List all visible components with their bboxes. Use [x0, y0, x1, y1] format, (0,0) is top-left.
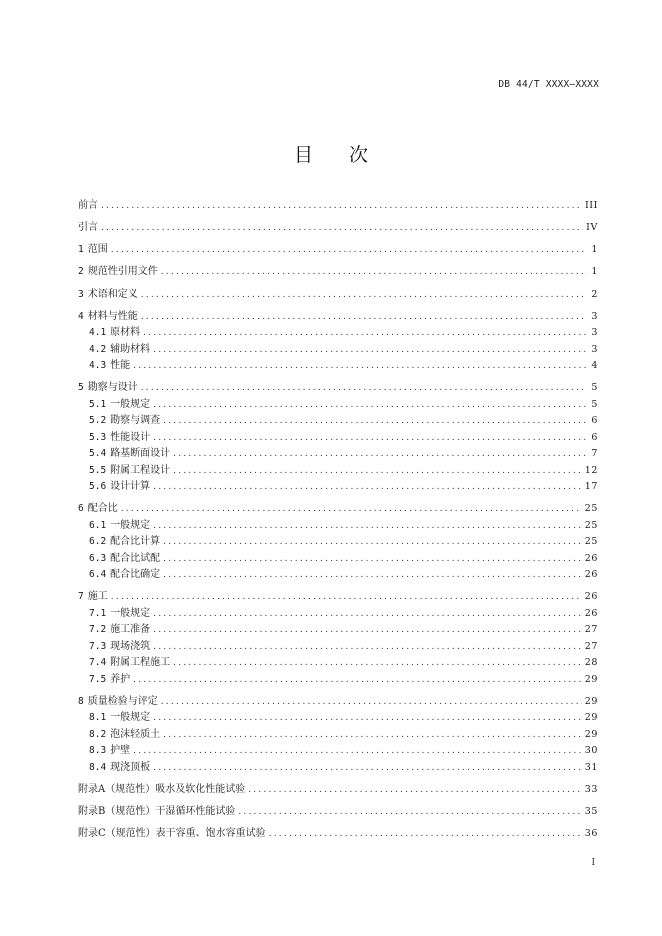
toc-dot-leader — [163, 414, 587, 428]
toc-entry-label: 附录B（规范性）干湿循环性能试验 — [78, 806, 236, 817]
toc-entry-label: 施工 — [87, 591, 108, 602]
toc-entry-number: 7.3 — [89, 641, 107, 652]
page-number: I — [591, 858, 595, 868]
toc-dot-leader — [143, 326, 587, 340]
toc-entry-label: 泡沫轻质土 — [110, 729, 161, 740]
toc-entry-page: 29 — [584, 674, 598, 685]
toc-entry[interactable] — [78, 310, 598, 324]
toc-entry-page: 26 — [584, 569, 598, 580]
toc-entry-label: 附录A（规范性）吸水及软化性能试验 — [78, 784, 246, 795]
toc-entry-number: 6 — [78, 503, 84, 514]
toc-dot-leader — [153, 480, 582, 494]
toc-dot-leader — [101, 221, 583, 235]
toc-entry[interactable] — [89, 640, 598, 654]
toc-entry-label: 材料与性能 — [87, 311, 138, 322]
toc-dot-leader — [163, 552, 582, 566]
toc-entry-number: 2 — [78, 266, 84, 277]
toc-entry-page: 2 — [591, 289, 598, 300]
toc-entry-page: 29 — [584, 696, 598, 707]
toc-entry-number: 6.1 — [89, 520, 107, 531]
toc-entry-label: 勘察与调查 — [110, 415, 161, 426]
toc-entry-page: 31 — [584, 762, 598, 773]
toc-entry[interactable] — [78, 502, 598, 516]
toc-dot-leader — [248, 783, 581, 797]
toc-dot-leader — [173, 447, 587, 461]
toc-dot-leader — [111, 243, 587, 257]
toc-entry-label: 勘察与设计 — [87, 382, 138, 393]
toc-entry-label: 护壁 — [110, 745, 131, 756]
toc-entry[interactable] — [89, 398, 598, 412]
toc-entry-number: 8.3 — [89, 745, 107, 756]
toc-dot-leader — [133, 744, 582, 758]
toc-entry-number: 5.3 — [89, 432, 107, 443]
toc-dot-leader — [163, 728, 582, 742]
toc-entry[interactable] — [89, 464, 598, 478]
toc-entry-number: 5.6 — [89, 481, 107, 492]
toc-entry-label: 现场浇筑 — [110, 641, 151, 652]
toc-entry-page: 36 — [584, 828, 598, 839]
toc-entry-page: 25 — [584, 520, 598, 531]
toc-entry-label: 施工准备 — [110, 624, 151, 635]
toc-entry-number: 5.1 — [89, 399, 107, 410]
toc-entry-label: 一般规定 — [110, 608, 151, 619]
toc-entry-page: 30 — [584, 745, 598, 756]
toc-entry[interactable] — [89, 623, 598, 637]
toc-entry-label: 辅助材料 — [110, 344, 151, 355]
toc-entry-number: 7.5 — [89, 674, 107, 685]
toc-entry-page: 33 — [584, 784, 598, 795]
toc-entry-label: 附属工程施工 — [110, 657, 171, 668]
toc-dot-leader — [153, 607, 582, 621]
toc-entry[interactable] — [78, 243, 598, 257]
toc-entry-page: 5 — [591, 382, 598, 393]
toc-dot-leader — [153, 761, 582, 775]
toc-entry[interactable] — [78, 805, 598, 819]
toc-dot-leader — [161, 265, 587, 279]
toc-dot-leader — [163, 568, 582, 582]
toc-dot-leader — [153, 431, 587, 445]
toc-entry-number: 5.5 — [89, 465, 107, 476]
toc-dot-leader — [153, 623, 582, 637]
toc-dot-leader — [161, 695, 582, 709]
toc-entry-page: 26 — [584, 591, 598, 602]
toc-entry-label: 术语和定义 — [87, 289, 138, 300]
toc-entry-page: 1 — [591, 266, 598, 277]
toc-entry-number: 6.3 — [89, 553, 107, 564]
toc-entry-label: 引言 — [78, 222, 98, 233]
toc-entry-label: 附录C（规范性）表干容重、饱水容重试验 — [78, 828, 266, 839]
toc-entry[interactable] — [89, 568, 598, 582]
toc-entry-number: 1 — [78, 244, 84, 255]
toc-entry-number: 7 — [78, 591, 84, 602]
toc-entry-page: 25 — [584, 503, 598, 514]
toc-entry[interactable] — [78, 827, 598, 841]
toc-entry-page: 29 — [584, 729, 598, 740]
toc-entry[interactable] — [89, 519, 598, 533]
toc-entry-number: 4.2 — [89, 344, 107, 355]
toc-entry[interactable] — [89, 761, 598, 775]
toc-entry-label: 配合比计算 — [110, 536, 161, 547]
toc-entry-page: 7 — [591, 448, 598, 459]
toc-entry-label: 原材料 — [110, 327, 141, 338]
toc-entry[interactable] — [89, 343, 598, 357]
toc-entry[interactable] — [78, 199, 598, 213]
toc-entry[interactable] — [89, 447, 598, 461]
toc-entry[interactable] — [89, 359, 598, 373]
toc-entry-page: 17 — [584, 481, 598, 492]
toc-entry-page: III — [584, 200, 598, 211]
toc-entry-page: 26 — [584, 553, 598, 564]
toc-entry-page: 12 — [584, 465, 598, 476]
toc-entry-number: 8.2 — [89, 729, 107, 740]
toc-entry-label: 规范性引用文件 — [87, 266, 158, 277]
toc-entry[interactable] — [78, 265, 598, 279]
toc-entry[interactable] — [78, 381, 598, 395]
toc-entry-page: 27 — [584, 624, 598, 635]
toc-entry-label: 现浇顶板 — [110, 762, 151, 773]
toc-entry-page: 27 — [584, 641, 598, 652]
toc-entry-number: 4 — [78, 311, 84, 322]
toc-entry[interactable] — [89, 326, 598, 340]
toc-dot-leader — [153, 640, 582, 654]
toc-entry-number: 4.3 — [89, 360, 107, 371]
toc-entry[interactable] — [89, 673, 598, 687]
toc-dot-leader — [153, 343, 587, 357]
toc-entry-number: 8.1 — [89, 712, 107, 723]
toc-entry-page: 26 — [584, 608, 598, 619]
toc-entry-number: 6.4 — [89, 569, 107, 580]
toc-entry-label: 配合比确定 — [110, 569, 161, 580]
toc-entry-number: 6.2 — [89, 536, 107, 547]
toc-entry-page: 3 — [591, 344, 598, 355]
toc-entry[interactable] — [78, 695, 598, 709]
toc-entry[interactable] — [78, 221, 598, 235]
toc-entry-label: 附属工程设计 — [110, 465, 171, 476]
toc-entry[interactable] — [89, 414, 598, 428]
toc-entry[interactable] — [89, 728, 598, 742]
toc-entry-page: 29 — [584, 712, 598, 723]
toc-entry-label: 性能设计 — [110, 432, 151, 443]
toc-dot-leader — [141, 310, 587, 324]
toc-dot-leader — [153, 519, 582, 533]
toc-entry-label: 范围 — [87, 244, 108, 255]
toc-dot-leader — [111, 590, 582, 604]
toc-entry-page: 1 — [591, 244, 598, 255]
toc-entry[interactable] — [89, 431, 598, 445]
toc-entry-page: 35 — [584, 806, 598, 817]
toc-entry-page: 4 — [591, 360, 598, 371]
toc-entry-label: 设计计算 — [110, 481, 151, 492]
toc-entry-page: 6 — [591, 415, 598, 426]
toc-entry-page: 5 — [591, 399, 598, 410]
toc-entry-label: 性能 — [110, 360, 131, 371]
toc-entry-page: 28 — [584, 657, 598, 668]
toc-dot-leader — [173, 464, 582, 478]
toc-entry[interactable] — [89, 535, 598, 549]
toc-entry-number: 7.4 — [89, 657, 107, 668]
toc-dot-leader — [121, 502, 582, 516]
toc-entry-page: 3 — [591, 311, 598, 322]
toc-entry-label: 前言 — [78, 200, 98, 211]
toc-dot-leader — [153, 711, 582, 725]
toc-entry-page: 25 — [584, 536, 598, 547]
toc-entry[interactable] — [89, 480, 598, 494]
toc-dot-leader — [269, 827, 582, 841]
toc-dot-leader — [238, 805, 581, 819]
toc-entry[interactable] — [89, 552, 598, 566]
toc-entry[interactable] — [89, 711, 598, 725]
toc-entry-label: 配合比 — [87, 503, 118, 514]
toc-entry-number: 8 — [78, 696, 84, 707]
toc-dot-leader — [153, 398, 587, 412]
toc-entry-number: 7.1 — [89, 608, 107, 619]
toc-dot-leader — [173, 656, 582, 670]
toc-dot-leader — [163, 535, 582, 549]
toc-entry[interactable] — [78, 590, 598, 604]
toc-entry-number: 5 — [78, 382, 84, 393]
toc-entry-label: 养护 — [110, 674, 131, 685]
toc-entry-label: 一般规定 — [110, 712, 151, 723]
toc-dot-leader — [133, 359, 587, 373]
toc-dot-leader — [133, 673, 582, 687]
toc-entry[interactable] — [78, 783, 598, 797]
toc-entry-label: 一般规定 — [110, 520, 151, 531]
toc-entry-number: 7.2 — [89, 624, 107, 635]
toc-dot-leader — [141, 381, 587, 395]
document-code: DB 44/T XXXX—XXXX — [498, 79, 599, 90]
page-title: 目次 — [293, 144, 404, 166]
toc-entry-number: 5.2 — [89, 415, 107, 426]
toc-entry-label: 配合比试配 — [110, 553, 161, 564]
toc-entry[interactable] — [89, 656, 598, 670]
toc-entry-number: 8.4 — [89, 762, 107, 773]
toc-entry-page: 3 — [591, 327, 598, 338]
toc-entry-label: 路基断面设计 — [110, 448, 171, 459]
toc-entry-number: 3 — [78, 289, 84, 300]
toc-entry-page: 6 — [591, 432, 598, 443]
toc-entry-label: 质量检验与评定 — [87, 696, 158, 707]
toc-entry[interactable] — [78, 288, 598, 302]
toc-dot-leader — [141, 288, 587, 302]
toc-dot-leader — [101, 199, 582, 213]
toc-entry-number: 4.1 — [89, 327, 107, 338]
toc-entry-label: 一般规定 — [110, 399, 151, 410]
toc-entry-page: IV — [586, 222, 598, 233]
toc-entry[interactable] — [89, 607, 598, 621]
toc-entry-number: 5.4 — [89, 448, 107, 459]
toc-entry[interactable] — [89, 744, 598, 758]
